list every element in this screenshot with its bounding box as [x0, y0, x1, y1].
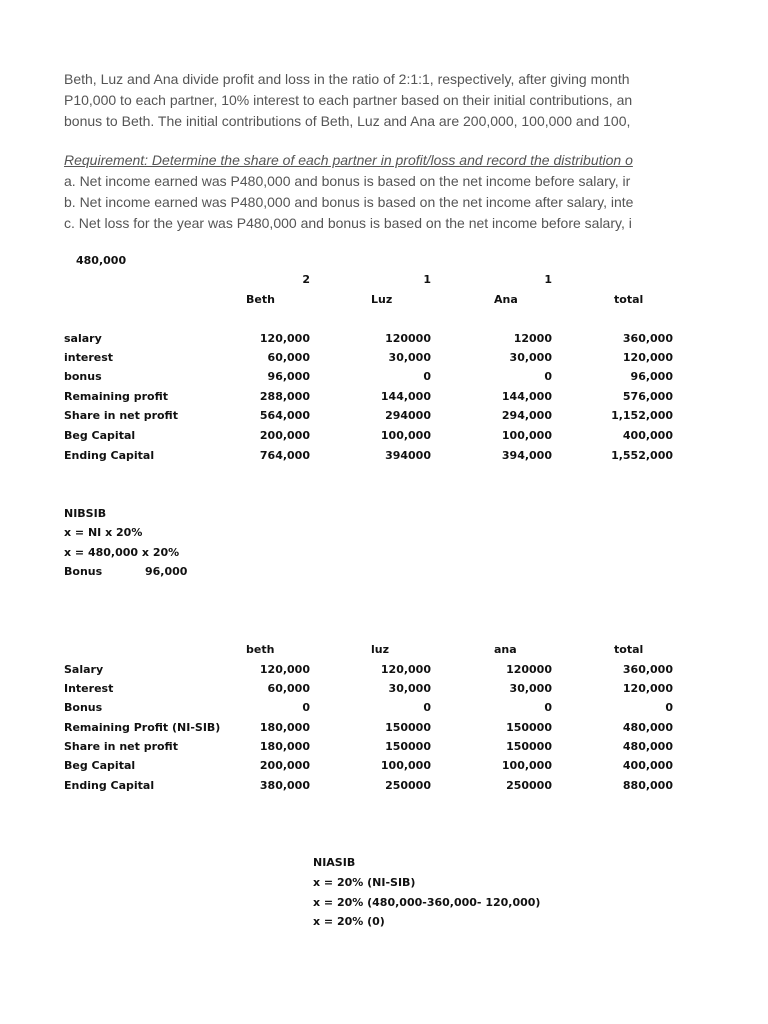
- nibsib-title: NIBSIB: [64, 507, 107, 520]
- table2-row-label: Share in net profit: [64, 740, 178, 753]
- table1-cell: 200,000: [259, 429, 310, 442]
- table1-cell: 394000: [385, 449, 431, 462]
- table2-cell: 250000: [385, 779, 431, 792]
- table2-cell: 150000: [506, 740, 552, 753]
- table1-cell: 120,000: [259, 332, 310, 345]
- table1-cell: 1,552,000: [611, 449, 673, 462]
- table1-cell: 1,152,000: [611, 409, 673, 422]
- table2-cell: 180,000: [259, 721, 310, 734]
- table1-row-label: interest: [64, 351, 114, 364]
- table1-cell: 100,000: [380, 429, 431, 442]
- table1-cell: 288,000: [259, 390, 310, 403]
- ratio-beth: 2: [302, 273, 310, 286]
- table1-row-label: Share in net profit: [64, 409, 178, 422]
- nibsib-formula-2: x = 480,000 x 20%: [64, 546, 180, 559]
- table2-row-label: Interest: [64, 682, 114, 695]
- table1-header-beth: Beth: [246, 293, 275, 306]
- table1-cell: 144,000: [501, 390, 552, 403]
- table2-cell: 150000: [385, 721, 431, 734]
- table2-cell: 360,000: [622, 663, 673, 676]
- table1-cell: 96,000: [267, 370, 310, 383]
- table2-cell: 480,000: [622, 721, 673, 734]
- table2-row-label: Bonus: [64, 701, 103, 714]
- problem-line-3: bonus to Beth. The initial contributions of Beth, Luz and Ana are 200,000, 100,000 and 100,: [64, 113, 631, 129]
- problem-line-1: Beth, Luz and Ana divide profit and loss in the ratio of 2:1:1, respectively, after giving month: [64, 71, 630, 87]
- table1-cell: 564,000: [259, 409, 310, 422]
- table1-cell: 394,000: [501, 449, 552, 462]
- table2-cell: 0: [665, 701, 673, 714]
- ratio-ana: 1: [544, 273, 552, 286]
- table1-cell: 96,000: [630, 370, 673, 383]
- table2-cell: 180,000: [259, 740, 310, 753]
- table2-cell: 60,000: [267, 682, 310, 695]
- table2-cell: 480,000: [622, 740, 673, 753]
- table2-cell: 120000: [506, 663, 552, 676]
- table1-cell: 30,000: [509, 351, 552, 364]
- problem-line-2: P10,000 to each partner, 10% interest to each partner based on their initial contributions, an: [64, 92, 633, 108]
- table2-cell: 0: [544, 701, 552, 714]
- table2-header-total: total: [614, 643, 644, 656]
- table1-row-label: bonus: [64, 370, 102, 383]
- table2-row-label: Remaining Profit (NI-SIB): [64, 721, 221, 734]
- table1-cell: 60,000: [267, 351, 310, 364]
- table2-cell: 120,000: [259, 663, 310, 676]
- table1-row-label: Beg Capital: [64, 429, 136, 442]
- table2-row-label: Salary: [64, 663, 104, 676]
- table2-cell: 0: [423, 701, 431, 714]
- table1-cell: 0: [423, 370, 431, 383]
- table1-cell: 120000: [385, 332, 431, 345]
- table2-cell: 30,000: [509, 682, 552, 695]
- table2-row-label: Beg Capital: [64, 759, 136, 772]
- table2-header-beth: beth: [246, 643, 275, 656]
- nibsib-formula-1: x = NI x 20%: [64, 526, 143, 539]
- nibsib-bonus-label: Bonus: [64, 565, 103, 578]
- table1-cell: 360,000: [622, 332, 673, 345]
- requirement-line: Requirement: Determine the share of each partner in profit/loss and record the distribution o: [64, 152, 633, 168]
- table1-cell: 120,000: [622, 351, 673, 364]
- nibsib-bonus-value: 96,000: [145, 565, 188, 578]
- table2-cell: 100,000: [501, 759, 552, 772]
- table2-cell: 0: [302, 701, 310, 714]
- table2-cell: 250000: [506, 779, 552, 792]
- requirement-item-a: a. Net income earned was P480,000 and bonus is based on the net income before salary, ir: [64, 173, 631, 189]
- requirement-item-b: b. Net income earned was P480,000 and bonus is based on the net income after salary, inte: [64, 194, 634, 210]
- niasib-line-3: x = 20% (0): [313, 915, 385, 928]
- table2-cell: 30,000: [388, 682, 431, 695]
- table2-cell: 120,000: [380, 663, 431, 676]
- table2-row-label: Ending Capital: [64, 779, 155, 792]
- table1-cell: 12000: [513, 332, 552, 345]
- table1-cell: 0: [544, 370, 552, 383]
- table1-row-label: Ending Capital: [64, 449, 155, 462]
- table2-header-ana: ana: [494, 643, 517, 656]
- table1-row-label: salary: [64, 332, 102, 345]
- table2-cell: 400,000: [622, 759, 673, 772]
- table1-cell: 144,000: [380, 390, 431, 403]
- table1-cell: 30,000: [388, 351, 431, 364]
- table1-cell: 400,000: [622, 429, 673, 442]
- table1-row-label: Remaining profit: [64, 390, 168, 403]
- table2-header-luz: luz: [371, 643, 390, 656]
- table1-header-total: total: [614, 293, 644, 306]
- requirement-item-c: c. Net loss for the year was P480,000 and bonus is based on the net income before salary, i: [64, 215, 632, 231]
- niasib-title: NIASIB: [313, 856, 356, 869]
- table1-header-luz: Luz: [371, 293, 393, 306]
- table1-header-ana: Ana: [494, 293, 518, 306]
- table2-cell: 150000: [385, 740, 431, 753]
- table2-cell: 150000: [506, 721, 552, 734]
- table1-cell: 576,000: [622, 390, 673, 403]
- table2-cell: 200,000: [259, 759, 310, 772]
- table2-cell: 380,000: [259, 779, 310, 792]
- table1-cell: 294000: [385, 409, 431, 422]
- table1-cell: 294,000: [501, 409, 552, 422]
- table2-cell: 880,000: [622, 779, 673, 792]
- table1-cell: 764,000: [259, 449, 310, 462]
- table2-cell: 120,000: [622, 682, 673, 695]
- table2-cell: 100,000: [380, 759, 431, 772]
- net-income-value: 480,000: [76, 254, 127, 267]
- ratio-luz: 1: [423, 273, 431, 286]
- table1-cell: 100,000: [501, 429, 552, 442]
- niasib-line-2: x = 20% (480,000-360,000- 120,000): [313, 896, 541, 909]
- niasib-line-1: x = 20% (NI-SIB): [313, 876, 416, 889]
